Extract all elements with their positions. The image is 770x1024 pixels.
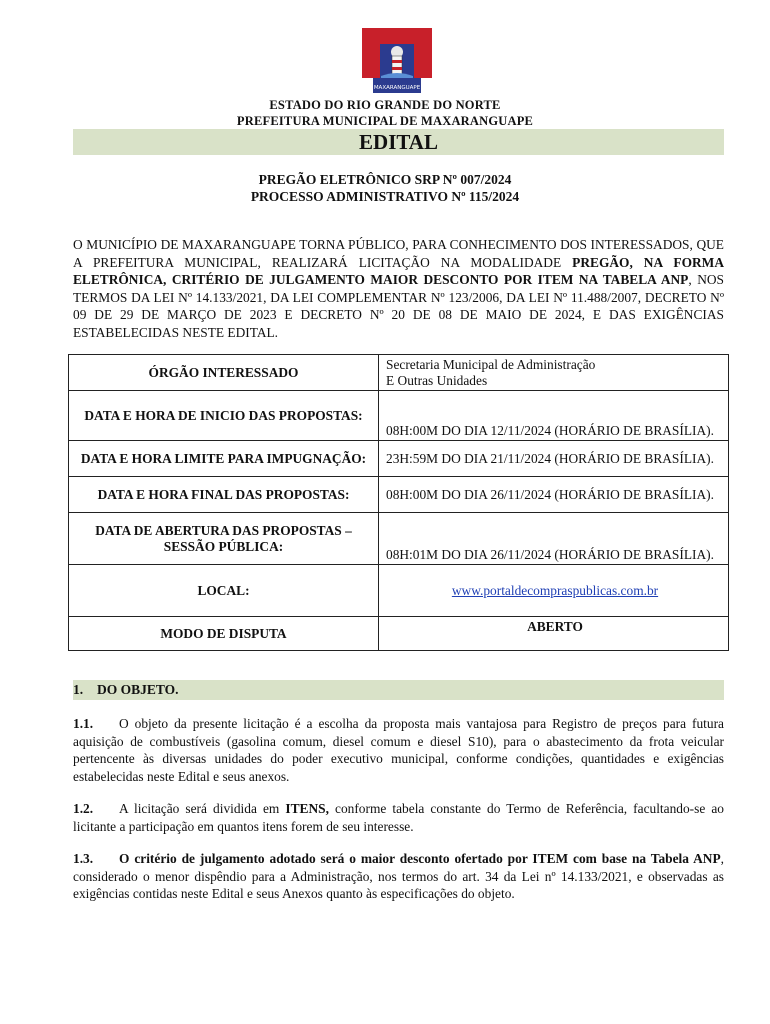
table-row — [69, 441, 729, 477]
final-label: DATA E HORA FINAL DAS PROPOSTAS: — [69, 477, 379, 513]
abertura-value: 08H:01M DO DIA 26/11/2024 (HORÁRIO DE BRASÍLIA). — [379, 513, 729, 565]
paragraph-1-1: 1.1. O objeto da presente licitação é a escolha da proposta mais vantajosa para Registro de preços para futura aquisição de combustíveis (gasolina comum, diesel comum e diesel S10), para o abastecimento da frota veicular pertencente às diversas unidades do poder executivo municipal, conforme condições, quantidades e exigências estabelecidas neste Edital e seus anexos. — [73, 716, 724, 784]
impugnacao-value: 23H:59M DO DIA 21/11/2024 (HORÁRIO DE BRASÍLIA). — [379, 441, 729, 477]
municipal-coat-of-arms-logo — [361, 26, 433, 96]
table-row — [69, 617, 729, 651]
prefecture-name: PREFEITURA MUNICIPAL DE MAXARANGUAPE — [236, 114, 534, 128]
logo-text: MAXARANGUAPE — [373, 85, 421, 91]
inicio-label: DATA E HORA DE INICIO DAS PROPOSTAS: — [69, 391, 379, 441]
final-value: 08H:00M DO DIA 26/11/2024 (HORÁRIO DE BRASÍLIA). — [379, 477, 729, 513]
bid-info-table — [68, 354, 729, 651]
portal-link[interactable]: www.portaldecompraspublicas.com.br — [451, 582, 659, 598]
modo-label: MODO DE DISPUTA — [69, 617, 379, 651]
table-row — [69, 565, 729, 617]
table-row — [69, 477, 729, 513]
table-row — [69, 513, 729, 565]
pregao-number: PREGÃO ELETRÔNICO SRP Nº 007/2024 — [258, 172, 512, 187]
processo-number: PROCESSO ADMINISTRATIVO Nº 115/2024 — [250, 189, 520, 204]
intro-paragraph: O MUNICÍPIO DE MAXARANGUAPE TORNA PÚBLICO, PARA CONHECIMENTO DOS INTERESSADOS, QUE A PREFEITURA MUNICIPAL, REALIZARÁ LICITAÇÃO NA MODALIDADE PREGÃO, NA FORMA ELETRÔNICA, CRITÉRIO DE JULGAMENTO MAIOR DESCONTO POR ITEM NA TABELA ANP, NOS TERMOS DA LEI Nº 14.133/2021, DA LEI COMPLEMENTAR Nº 123/2006, DA LEI Nº 11.488/2007, DECRETO Nº 09 DE 29 DE MARÇO DE 2023 E DECRETO Nº 20 DE 08 DE MAIO DE 2024, E DAS EXIGÊNCIAS ESTABELECIDAS NESTE EDITAL. — [73, 237, 724, 340]
section-number: 1. — [73, 682, 84, 697]
local-label: LOCAL: — [69, 565, 379, 617]
section-heading — [73, 680, 724, 700]
impugnacao-label: DATA E HORA LIMITE PARA IMPUGNAÇÃO: — [69, 441, 379, 477]
section-title: DO OBJETO. — [97, 682, 179, 697]
table-row — [69, 355, 729, 391]
document-title: EDITAL — [73, 129, 724, 155]
paragraph-1-2: 1.2. A licitação será dividida em ITENS, conforme tabela constante do Termo de Referência, facultando-se ao licitante a participação em quantos itens forem de seu interesse. — [73, 801, 725, 834]
table-row — [69, 391, 729, 441]
inicio-value: 08H:00M DO DIA 12/11/2024 (HORÁRIO DE BRASÍLIA). — [379, 391, 729, 441]
paragraph-1-3: 1.3. O critério de julgamento adotado será o maior desconto ofertado por ITEM com base na Tabela ANP, considerado o menor dispêndio para a Administração, nos termos do art. 34 da Lei nº 14.133/2021, e observadas as exigências contidas neste Edital e seus Anexos quanto às especificações do objeto. — [73, 851, 724, 901]
state-name: ESTADO DO RIO GRANDE DO NORTE — [269, 98, 501, 112]
orgao-value: Secretaria Municipal de Administração E Outras Unidades — [379, 355, 729, 391]
abertura-label: DATA DE ABERTURA DAS PROPOSTAS – SESSÃO PÚBLICA: — [69, 513, 379, 565]
modo-value: ABERTO — [379, 617, 729, 651]
orgao-label: ÓRGÃO INTERESSADO — [69, 355, 379, 391]
local-value — [379, 565, 729, 617]
